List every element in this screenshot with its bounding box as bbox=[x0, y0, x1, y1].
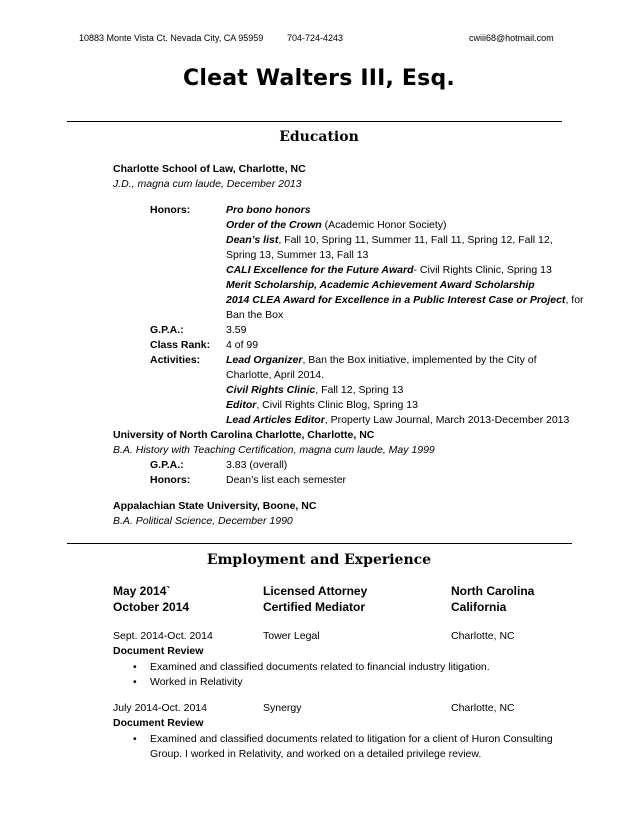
honor-item: Pro bono honors bbox=[226, 204, 311, 216]
job-organization: Synergy bbox=[263, 702, 302, 714]
job-bullet: • Worked in Relativity bbox=[150, 675, 243, 690]
license-date: May 2014` bbox=[113, 584, 171, 598]
honors-value: Dean’s list each semester bbox=[226, 474, 347, 486]
class-rank-value: 4 of 99 bbox=[226, 339, 259, 351]
activity-item: Civil Rights Clinic, Fall 12, Spring 13 bbox=[226, 384, 404, 396]
job-location: Charlotte, NC bbox=[451, 702, 515, 714]
degree: J.D., magna cum laude, December 2013 bbox=[113, 178, 302, 190]
job-bullet-continued: Group. I worked in Relativity, and worked on a detailed privilege review. bbox=[150, 748, 482, 760]
job-bullet: • Examined and classified documents related to litigation for a client of Huron Consulting bbox=[150, 732, 553, 747]
school-name: Appalachian State University, Boone, NC bbox=[113, 500, 317, 512]
job-date: Sept. 2014-Oct. 2014 bbox=[113, 630, 213, 642]
license-place: California bbox=[451, 600, 507, 614]
job-title: Document Review bbox=[113, 717, 204, 729]
honor-item: 2014 CLEA Award for Excellence in a Public Interest Case or Project, for bbox=[226, 294, 584, 306]
degree: B.A. History with Teaching Certification, magna cum laude, May 1999 bbox=[113, 444, 435, 456]
honor-item: Order of the Crown (Academic Honor Society) bbox=[226, 219, 447, 231]
license-role: Certified Mediator bbox=[263, 600, 366, 614]
honor-item: Ban the Box bbox=[226, 309, 284, 321]
job-title: Document Review bbox=[113, 645, 204, 657]
gpa-value: 3.83 (overall) bbox=[226, 459, 288, 471]
school-name: University of North Carolina Charlotte, Charlotte, NC bbox=[113, 429, 375, 441]
job-organization: Tower Legal bbox=[263, 630, 320, 642]
honor-item: Dean’s list, Fall 10, Spring 11, Summer 11, Fall 11, Spring 12, Fall 12, bbox=[226, 234, 553, 246]
gpa-label: G.P.A.: bbox=[150, 459, 184, 471]
activity-item: Charlotte, April 2014. bbox=[226, 369, 325, 381]
activity-item: Editor, Civil Rights Clinic Blog, Spring 13 bbox=[226, 399, 418, 411]
activity-item: Lead Articles Editor, Property Law Journal, March 2013-December 2013 bbox=[226, 414, 570, 426]
honors-label: Honors: bbox=[150, 474, 191, 486]
email: cwiii68@hotmail.com bbox=[469, 33, 554, 43]
license-place: North Carolina bbox=[451, 584, 535, 598]
address: 10883 Monte Vista Ct. Nevada City, CA 95959 bbox=[79, 33, 264, 43]
class-rank-label: Class Rank: bbox=[150, 339, 211, 351]
activities-list bbox=[226, 353, 569, 428]
divider bbox=[67, 121, 562, 122]
license-role: Licensed Attorney bbox=[263, 584, 368, 598]
degree: B.A. Political Science, December 1990 bbox=[113, 515, 293, 527]
activities-label: Activities: bbox=[150, 354, 201, 366]
license-date: October 2014 bbox=[113, 600, 190, 614]
job-bullet: • Examined and classified documents related to financial industry litigation. bbox=[150, 660, 490, 675]
honors-label: Honors: bbox=[150, 204, 191, 216]
honor-item: Spring 13, Summer 13, Fall 13 bbox=[226, 249, 369, 261]
phone: 704-724-4243 bbox=[287, 33, 344, 43]
job-date: July 2014-Oct. 2014 bbox=[113, 702, 207, 714]
divider bbox=[67, 543, 572, 544]
gpa-value: 3.59 bbox=[226, 324, 247, 336]
gpa-label: G.P.A.: bbox=[150, 324, 184, 336]
activity-item: Lead Organizer, Ban the Box initiative, implemented by the City of bbox=[226, 354, 537, 366]
page-title: Cleat Walters III, Esq. bbox=[183, 66, 455, 91]
honor-item: Merit Scholarship, Academic Achievement Award Scholarship bbox=[226, 279, 535, 291]
job-location: Charlotte, NC bbox=[451, 630, 515, 642]
section-title-education: Education bbox=[279, 129, 359, 145]
school-name: Charlotte School of Law, Charlotte, NC bbox=[113, 163, 306, 175]
honor-item: CALI Excellence for the Future Award- Civil Rights Clinic, Spring 13 bbox=[226, 264, 552, 276]
section-title-employment: Employment and Experience bbox=[206, 552, 432, 568]
honors-list bbox=[226, 203, 584, 323]
